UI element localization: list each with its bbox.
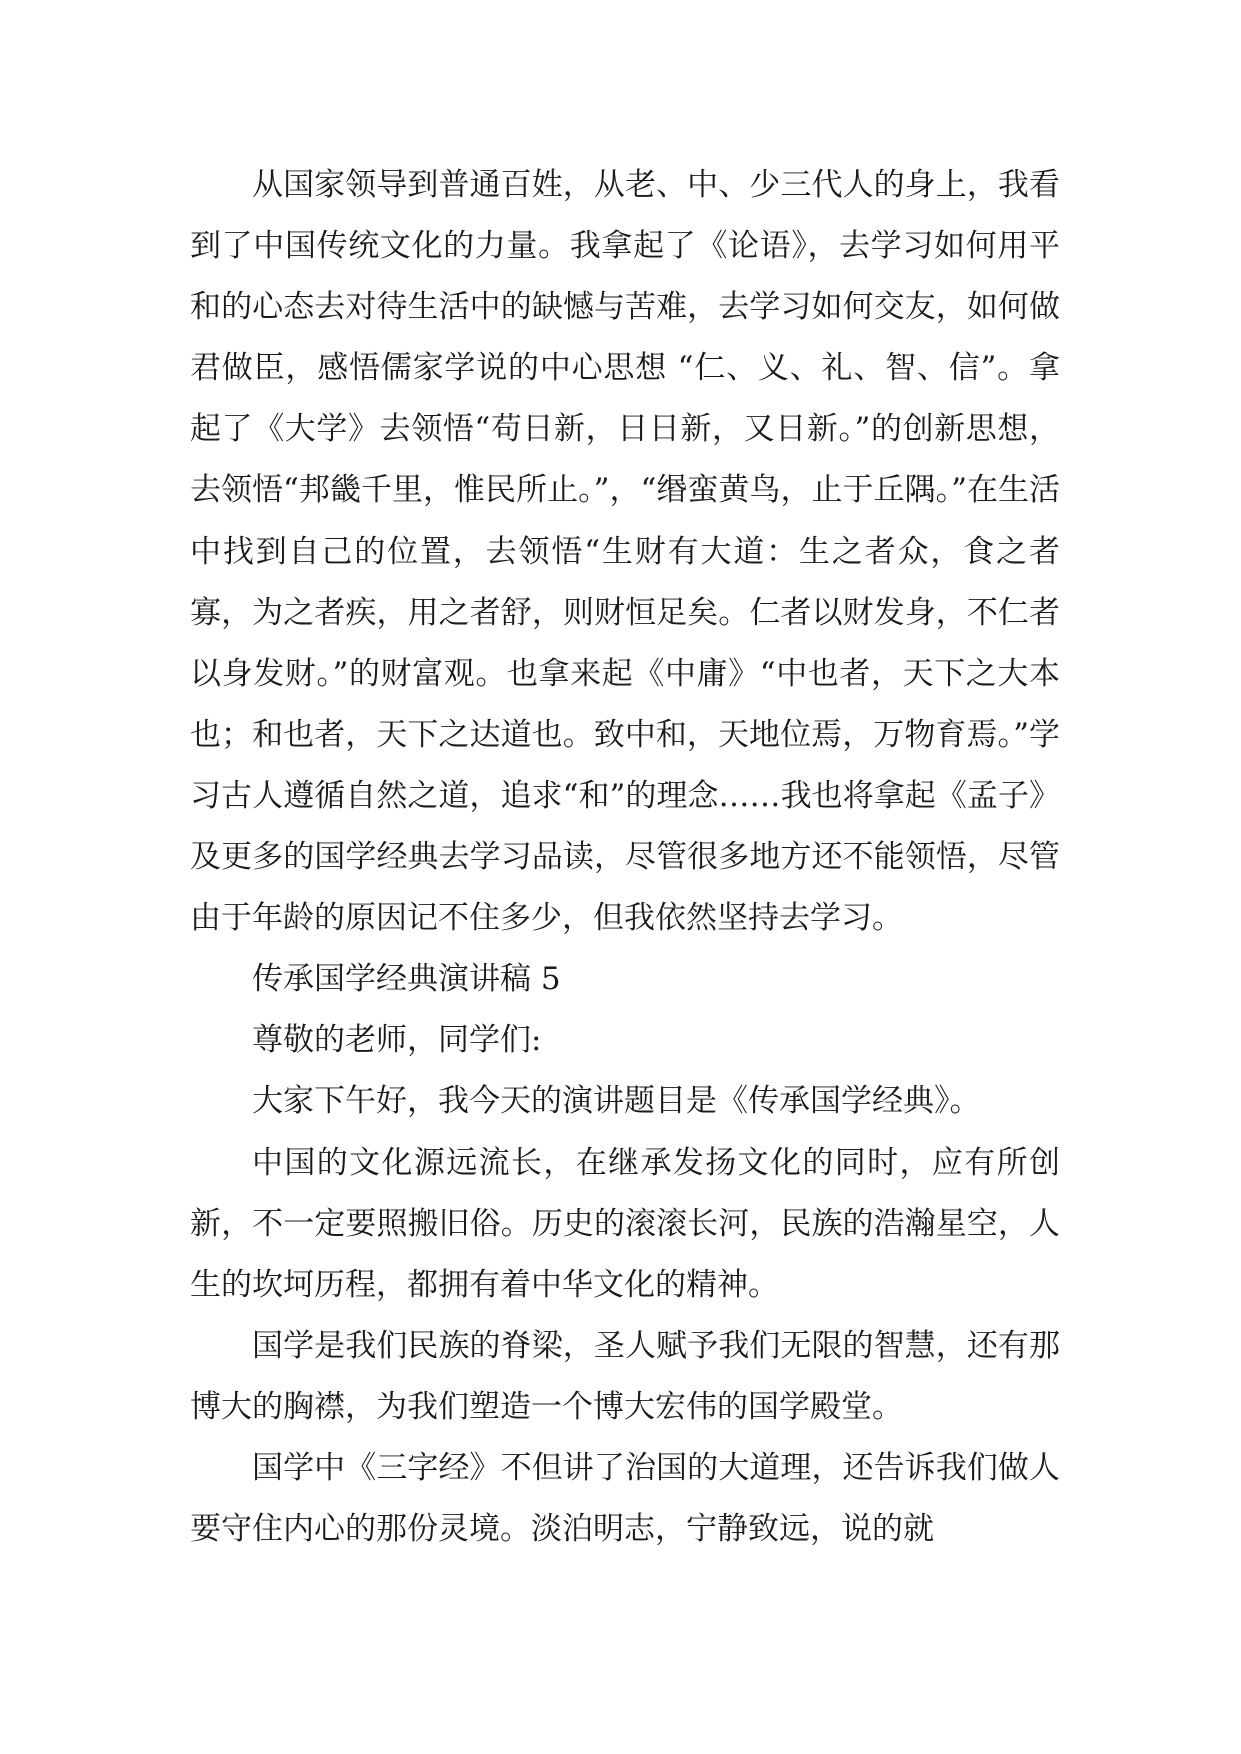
paragraph-culture: 中国的文化源远流长，在继承发扬文化的同时，应有所创新，不一定要照搬旧俗。历史的滚滚长河，民族的浩瀚星空，人生的坎坷历程，都拥有着中华文化的精神。	[190, 1144, 1060, 1303]
paragraph-three-character-classic: 国学中《三字经》不但讲了治国的大道理，还告诉我们做人要守住内心的那份灵境。淡泊明志，宁静致远，说的就	[190, 1449, 1060, 1548]
paragraph-guoxue-backbone: 国学是我们民族的脊梁，圣人赋予我们无限的智慧，还有那博大的胸襟，为我们塑造一个博大宏伟的国学殿堂。	[190, 1327, 1060, 1425]
speech-title: 传承国学经典演讲稿 5	[252, 961, 561, 998]
paragraph-greeting: 大家下午好，我今天的演讲题目是《传承国学经典》。	[252, 1083, 981, 1120]
salutation: 尊敬的老师，同学们:	[252, 1022, 542, 1059]
document-page	[190, 155, 1060, 1560]
paragraph-classics-reading: 从国家领导到普通百姓，从老、中、少三代人的身上，我看到了中国传统文化的力量。我拿起了《论语》，去学习如何用平和的心态去对待生活中的缺憾与苦难，去学习如何交友，如何做君做臣，感悟儒家学说的中心思想 “仁、义、礼、智、信”。拿起了《大学》去领悟“苟日新，日日新，又日新。”的创新思想，去领悟“邦畿千里，惟民所止。”，“缗蛮黄鸟，止于丘隅。”在生活中找到自己的位置，去领悟“生财有大道：生之者众，食之者寡，为之者疾，用之者舒，则财恒足矣。仁者以财发身，不仁者以身发财。”的财富观。也拿来起《中庸》“中也者，天下之大本也；和也者，天下之达道也。致中和，天地位焉，万物育焉。”学习古人遵循自然之道，追求“和”的理念……我也将拿起《孟子》及更多的国学经典去学习品读，尽管很多地方还不能领悟，尽管由于年龄的原因记不住多少，但我依然坚持去学习。	[190, 167, 1060, 937]
